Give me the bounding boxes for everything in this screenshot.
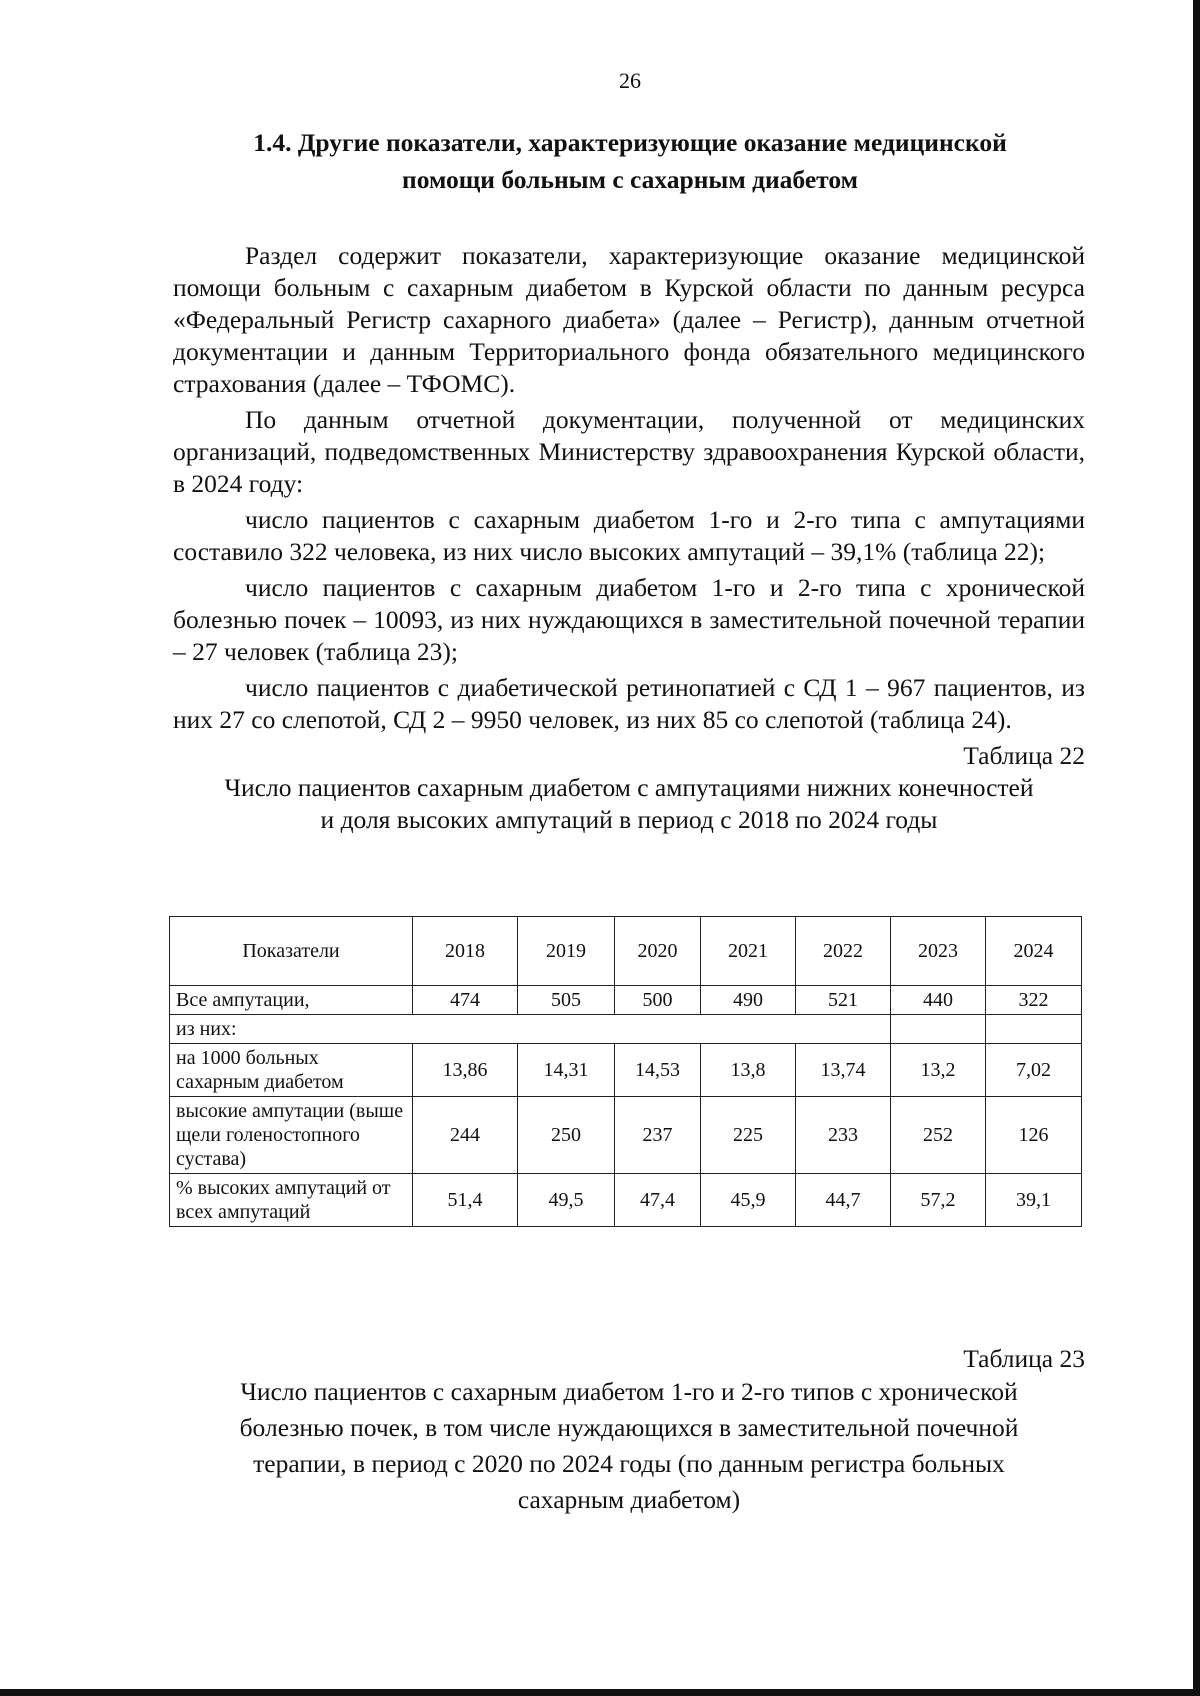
table22-label: Таблица 22: [963, 741, 1085, 770]
section-title: [176, 124, 1084, 198]
table22: [169, 916, 1082, 1227]
table23-caption-line3: терапии, в период с 2020 по 2024 годы (по данным регистра больных: [253, 1449, 1005, 1478]
document-body: [173, 240, 1085, 836]
table23-caption-line1: Число пациентов с сахарным диабетом 1-го и 2-го типов с хронической: [240, 1377, 1018, 1406]
header-cell: 2018: [413, 917, 518, 986]
table-cell: 233: [796, 1097, 891, 1174]
scan-border-right: [1193, 0, 1200, 1696]
table-cell: 13,86: [413, 1044, 518, 1097]
table-cell: 237: [615, 1097, 701, 1174]
scan-border-bottom: [0, 1689, 1200, 1696]
table-cell: 49,5: [518, 1174, 615, 1227]
row-label: высокие ампутации (выше щели голеностопного сустава): [170, 1097, 413, 1174]
section-title-line2: помощи больным с сахарным диабетом: [402, 165, 858, 194]
table23-caption-line4: сахарным диабетом): [517, 1485, 741, 1514]
table-cell: 252: [891, 1097, 986, 1174]
header-cell: 2019: [518, 917, 615, 986]
header-cell: 2022: [796, 917, 891, 986]
table-row: [170, 1044, 1082, 1097]
header-cell: 2021: [701, 917, 796, 986]
table-cell: 500: [615, 986, 701, 1015]
table-cell-empty: [891, 1015, 986, 1044]
table-cell: 13,8: [701, 1044, 796, 1097]
table-cell: 14,53: [615, 1044, 701, 1097]
table-cell: 505: [518, 986, 615, 1015]
table-cell: 57,2: [891, 1174, 986, 1227]
table-cell: 474: [413, 986, 518, 1015]
table-cell: 322: [986, 986, 1082, 1015]
paragraph-3: число пациентов с сахарным диабетом 1-го и 2-го типа с ампутациями составило 322 человека, из них число высоких ампутаций – 39,1% (таблица 22);: [173, 505, 1085, 566]
table-cell-empty: [986, 1015, 1082, 1044]
table23-caption: [173, 1374, 1085, 1518]
header-cell: 2024: [986, 917, 1082, 986]
page-number: 26: [619, 68, 641, 93]
table-cell: 521: [796, 986, 891, 1015]
paragraph-4: число пациентов с сахарным диабетом 1-го и 2-го типа с хронической болезнью почек – 10093, из них нуждающихся в заместительной почечной терапии – 27 человек (таблица 23);: [173, 573, 1085, 666]
row-label: Все ампутации,: [170, 986, 413, 1015]
table22-grid: [169, 916, 1082, 1227]
table-cell: 13,2: [891, 1044, 986, 1097]
header-cell: 2023: [891, 917, 986, 986]
table-cell: 126: [986, 1097, 1082, 1174]
table-cell: 51,4: [413, 1174, 518, 1227]
table-row: [170, 986, 1082, 1015]
paragraph-1: Раздел содержит показатели, характеризующие оказание медицинской помощи больным с сахарным диабетом в Курской области по данным ресурса «Федеральный Регистр сахарного диабета» (далее – Регистр), данным отчетной документации и данным Территориального фонда обязательного медицинского страхования (далее – ТФОМС).: [173, 241, 1085, 398]
table-cell: 45,9: [701, 1174, 796, 1227]
table-cell: 14,31: [518, 1044, 615, 1097]
row-label: из них:: [170, 1015, 891, 1044]
table23-caption-line2: болезнью почек, в том числе нуждающихся в заместительной почечной: [239, 1413, 1019, 1442]
table23-heading: [173, 1340, 1085, 1518]
table22-caption-line2: и доля высоких ампутаций в период с 2018 по 2024 годы: [320, 805, 938, 834]
table-row: [170, 1174, 1082, 1227]
table-cell: 44,7: [796, 1174, 891, 1227]
table-cell: 440: [891, 986, 986, 1015]
table-cell: 250: [518, 1097, 615, 1174]
row-label: % высоких ампутаций от всех ампутаций: [170, 1174, 413, 1227]
table-cell: 244: [413, 1097, 518, 1174]
table-cell: 47,4: [615, 1174, 701, 1227]
table-cell: 7,02: [986, 1044, 1082, 1097]
table-cell: 225: [701, 1097, 796, 1174]
table22-header-row: [170, 917, 1082, 986]
table23-label: Таблица 23: [963, 1344, 1085, 1373]
table22-caption-line1: Число пациентов сахарным диабетом с ампутациями нижних конечностей: [224, 773, 1034, 802]
table-row: [170, 1097, 1082, 1174]
paragraph-2: По данным отчетной документации, полученной от медицинских организаций, подведомственных Министерству здравоохранения Курской области, в 2024 году:: [173, 405, 1085, 498]
table22-caption: [173, 772, 1085, 836]
paragraph-5: число пациентов с диабетической ретинопатией с СД 1 – 967 пациентов, из них 27 со слепотой, СД 2 – 9950 человек, из них 85 со слепотой (таблица 24).: [173, 673, 1085, 734]
table-cell: 39,1: [986, 1174, 1082, 1227]
section-title-line1: 1.4. Другие показатели, характеризующие оказание медицинской: [253, 128, 1007, 157]
table-row: [170, 1015, 1082, 1044]
header-cell: 2020: [615, 917, 701, 986]
table-cell: 13,74: [796, 1044, 891, 1097]
row-label: на 1000 больных сахарным диабетом: [170, 1044, 413, 1097]
header-cell: Показатели: [170, 917, 413, 986]
table-cell: 490: [701, 986, 796, 1015]
